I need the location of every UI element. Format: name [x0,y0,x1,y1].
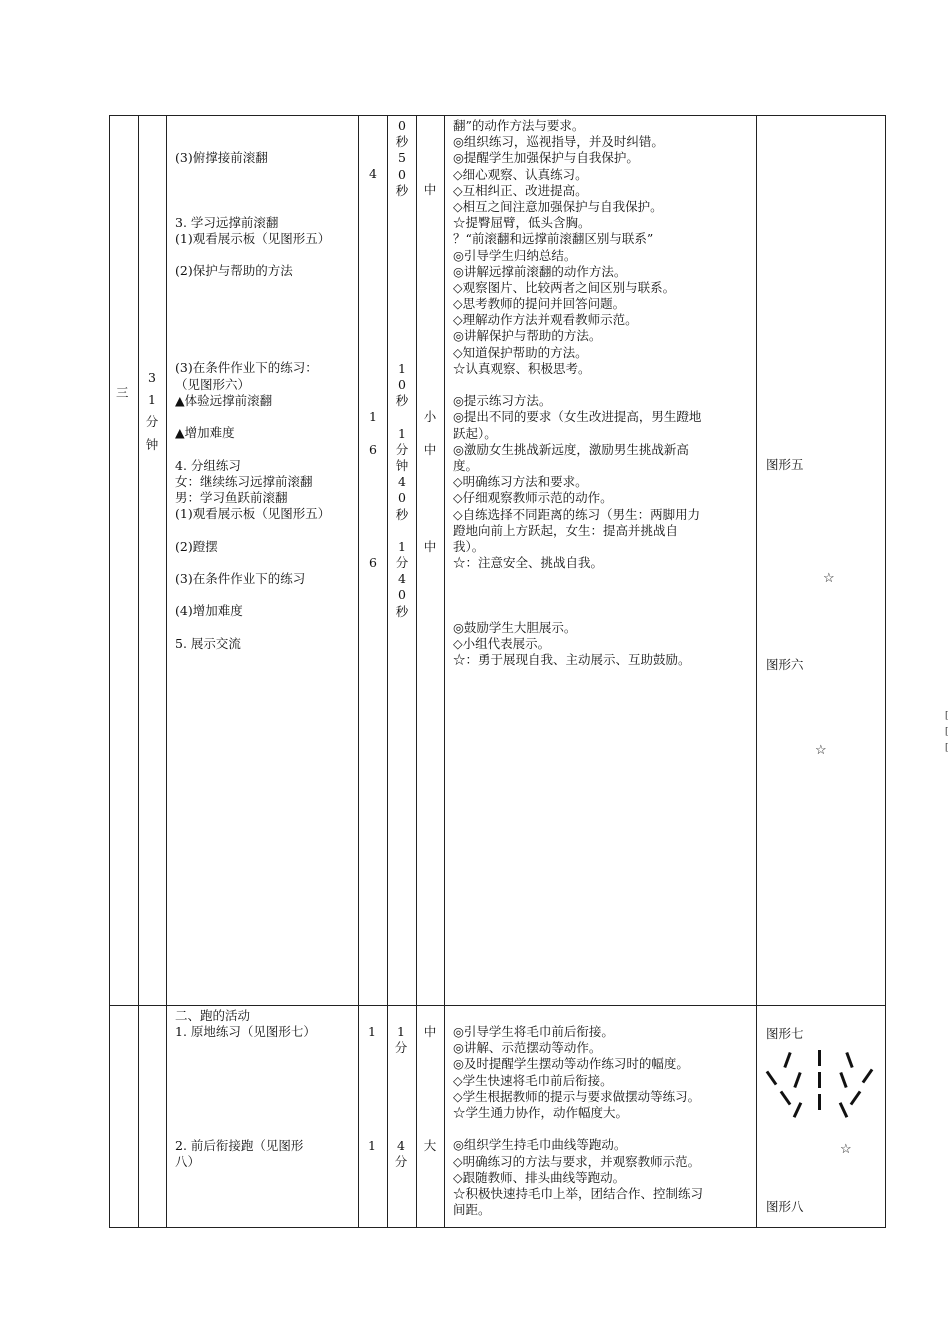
star-icon: ☆ [823,571,835,586]
method-line [453,1121,703,1137]
intensity-value: 中 [423,538,437,554]
figure-label: 图形八 [766,1199,804,1214]
content-line: (3)俯撑接前滚翻 [175,150,268,165]
figure-label: 图形七 [766,1026,804,1041]
time-char [390,523,414,539]
reps-value: 6 [369,555,377,570]
content-line [175,1105,316,1121]
method-line: ◇仔细观察教师示范的动作。 [453,490,613,506]
method-line: 翻”的动作方法与要求。 [453,118,585,133]
table-col-border [756,115,757,1228]
content-line: (2)保护与帮助的方法 [175,263,293,279]
content-line: （见图形六） [175,376,251,392]
content-line [175,1057,316,1073]
table-col-border [416,115,417,1228]
method-line [453,571,701,587]
time-char: 0 [398,587,406,603]
time-char: 1 [398,538,406,554]
content-line [175,1089,316,1105]
method-line: ◇互相纠正、改进提高。 [453,182,588,198]
content-line: 5. 展示交流 [175,635,241,651]
time-char: 分 [395,555,409,571]
method-line: ◇自练选择不同距离的练习（男生：两脚用力 [453,506,701,522]
time-char: 秒 [395,393,409,409]
time-char: 1 [398,425,406,441]
table-col-border [138,115,139,1228]
method-line: ◎组织学生持毛巾曲线等跑动。 [453,1137,627,1153]
table-col-border [885,115,886,1228]
content-line [175,312,330,328]
content-line: (4)增加难度 [175,603,243,619]
content-line [175,409,330,425]
method-line: ◎提示练习方法。 [453,393,552,409]
method-line: ◇思考教师的提问并回答问题。 [453,296,626,312]
method-line: ◇小组代表展示。 [453,636,551,651]
star-icon: ☆ [840,1142,852,1157]
block2-time: 4 分 [394,1138,408,1170]
content-line [175,619,330,635]
time-char: 钟 [395,457,409,473]
content-line [175,1073,316,1089]
time-char: 4 [398,571,406,587]
time-char [390,199,414,215]
method-line: ◎提出不同的要求（女生改进提高，男生蹬地 [453,409,702,425]
method-line: ☆提臀屈臂，低头含胸。 [453,215,591,231]
method-line: 度。 [453,457,479,473]
method-line: ☆：注意安全、挑战自我。 [453,555,604,571]
method-line: ？“前滚翻和远撑前滚翻区别与联系” [453,231,654,247]
content-line: (3)在条件作业下的练习： [175,360,318,376]
table-col-border [166,115,167,1228]
time-char [390,328,414,344]
block1-method-column [453,118,701,668]
content-line [175,296,330,312]
block2-content-column [175,1008,316,1170]
method-line: ☆学生通力协作，动作幅度大。 [453,1104,629,1120]
figure-label: 图形六 [766,657,804,672]
reps-value: 6 [369,441,377,457]
block2-reps: 1 [368,1138,376,1153]
table-col-border [444,115,445,1228]
content-line: ▲增加难度 [175,425,235,441]
table-top-border [109,115,886,116]
method-line [453,587,701,603]
content-line [175,555,330,571]
content-line [175,247,330,263]
time-char [390,312,414,328]
method-line: ◇学生快速将毛巾前后衔接。 [453,1072,613,1088]
method-line: 跃起）。 [453,425,497,441]
method-line: ◇细心观察、认真练习。 [453,166,588,182]
content-line [175,166,330,182]
content-line [175,328,330,344]
margin-mark: [ [945,711,949,721]
reps-value: 1 [369,409,377,425]
time-char [390,264,414,280]
margin-mark: [ [945,727,949,737]
star-icon: ☆ [815,743,827,758]
method-line [453,604,701,620]
block2-reps: 1 [368,1024,376,1039]
table-col-border [387,115,388,1228]
time-char [390,280,414,296]
time-char [390,231,414,247]
content-line [175,1040,316,1056]
method-line: ◎讲解保护与帮助的方法。 [453,328,602,344]
section-number: 三 [116,385,129,400]
method-line: ◎及时提醒学生摆动等动作练习时的幅度。 [453,1056,689,1072]
content-line: 4. 分组练习 [175,457,241,473]
time-char: 秒 [395,506,409,522]
method-line: ◎讲解远撑前滚翻的动作方法。 [453,263,627,279]
time-char [390,345,414,361]
method-line: ◇理解动作方法并观看教师示范。 [453,312,638,328]
method-line: ◎引导学生将毛巾前后衔接。 [453,1024,614,1039]
content-line: 3. 学习远撑前滚翻 [175,214,279,230]
content-line [175,1121,316,1137]
block2-method-column [453,1024,703,1218]
block2-time: 1 分 [394,1024,408,1056]
content-line: (2)蹬摆 [175,538,218,554]
method-line: ◎讲解、示范摆动等动作。 [453,1040,602,1056]
time-char: 5 [398,150,406,166]
time-char [390,215,414,231]
content-line [175,344,330,360]
method-line: 蹬地向前上方跃起，女生：提高并挑战自 [453,522,679,538]
method-line: ◇明确练习的方法与要求，并观察教师示范。 [453,1153,701,1169]
content-line: (3)在条件作业下的练习 [175,570,306,586]
reps-value: 4 [369,166,377,182]
time-char: 秒 [395,182,409,198]
figure-label: 图形五 [766,457,804,472]
intensity-value: 中 [423,441,437,457]
table-bottom-border [109,1227,886,1228]
method-line: ◇跟随教师、排头曲线等跑动。 [453,1169,626,1185]
content-line [175,199,330,215]
method-line: ◇观察图片、比较两者之间区别与联系。 [453,279,676,295]
content-line [175,587,330,603]
time-char: 0 [398,377,406,392]
content-line [175,441,330,457]
time-char: 0 [398,166,406,182]
time-char [390,296,414,312]
method-line: ◇知道保护帮助的方法。 [453,344,588,360]
content-line: (1)观看展示板（见图形五） [175,506,331,522]
method-line: ◎激励女生挑战新远度，激励男生挑战新高 [453,441,689,457]
method-line: 我）。 [453,538,485,554]
content-line: (1)观看展示板（见图形五） [175,230,331,246]
section-duration: 3 1 分 钟 [145,370,159,452]
content-line [175,182,330,198]
method-line: ◎鼓励学生大胆展示。 [453,619,577,635]
content-line: 男：学习鱼跃前滚翻 [175,489,288,505]
content-line [175,522,330,538]
method-line: ☆积极快速持毛巾上举，团结合作、控制练习 [453,1185,704,1201]
content-line: 2. 前后衔接跑（见图形 [175,1137,304,1153]
method-line: ◎提醒学生加强保护与自我保护。 [453,150,639,166]
intensity-value: 中 [423,182,437,198]
time-char: 4 [398,474,406,490]
method-line: ◎引导学生归纳总结。 [453,247,577,263]
margin-mark: [ [945,743,949,753]
block1-content-column [175,150,330,652]
method-line [453,377,701,393]
method-line: ☆认真观察、积极思考。 [453,360,591,376]
content-line: ▲体验远撑前滚翻 [175,392,273,408]
content-line: 女：继续练习远撑前滚翻 [175,473,313,489]
method-line: ◇学生根据教师的提示与要求做摆动等练习。 [453,1088,701,1104]
block1-time-column [390,118,414,620]
time-char: 分 [395,441,409,457]
content-line: 二、跑的活动 [175,1008,251,1023]
time-char [390,248,414,264]
method-line: 间距。 [453,1202,491,1218]
time-char: 1 [398,360,406,376]
table-col-border [358,115,359,1228]
content-line [175,280,330,296]
method-line: ◇相互之间注意加强保护与自我保护。 [453,198,663,214]
time-char: 秒 [395,603,409,619]
time-char: 0 [398,490,406,506]
method-line: ☆：勇于展现自我、主动展示、互助鼓励。 [453,652,691,668]
method-line: ◇明确练习方法和要求。 [453,474,588,490]
intensity-value: 小 [423,409,437,425]
time-char: 0 [398,118,406,133]
table-row-divider [109,1005,886,1006]
method-line: ◎组织练习，巡视指导，并及时纠错。 [453,134,664,150]
time-char: 秒 [395,134,409,150]
content-line: 八） [175,1153,201,1169]
block2-intensity: 大 [423,1138,437,1153]
time-char [390,409,414,425]
table-col-border [109,115,110,1228]
block2-intensity: 中 [423,1024,437,1039]
content-line: 1. 原地练习（见图形七） [175,1024,316,1040]
figure-seven-diagram [760,1048,880,1128]
